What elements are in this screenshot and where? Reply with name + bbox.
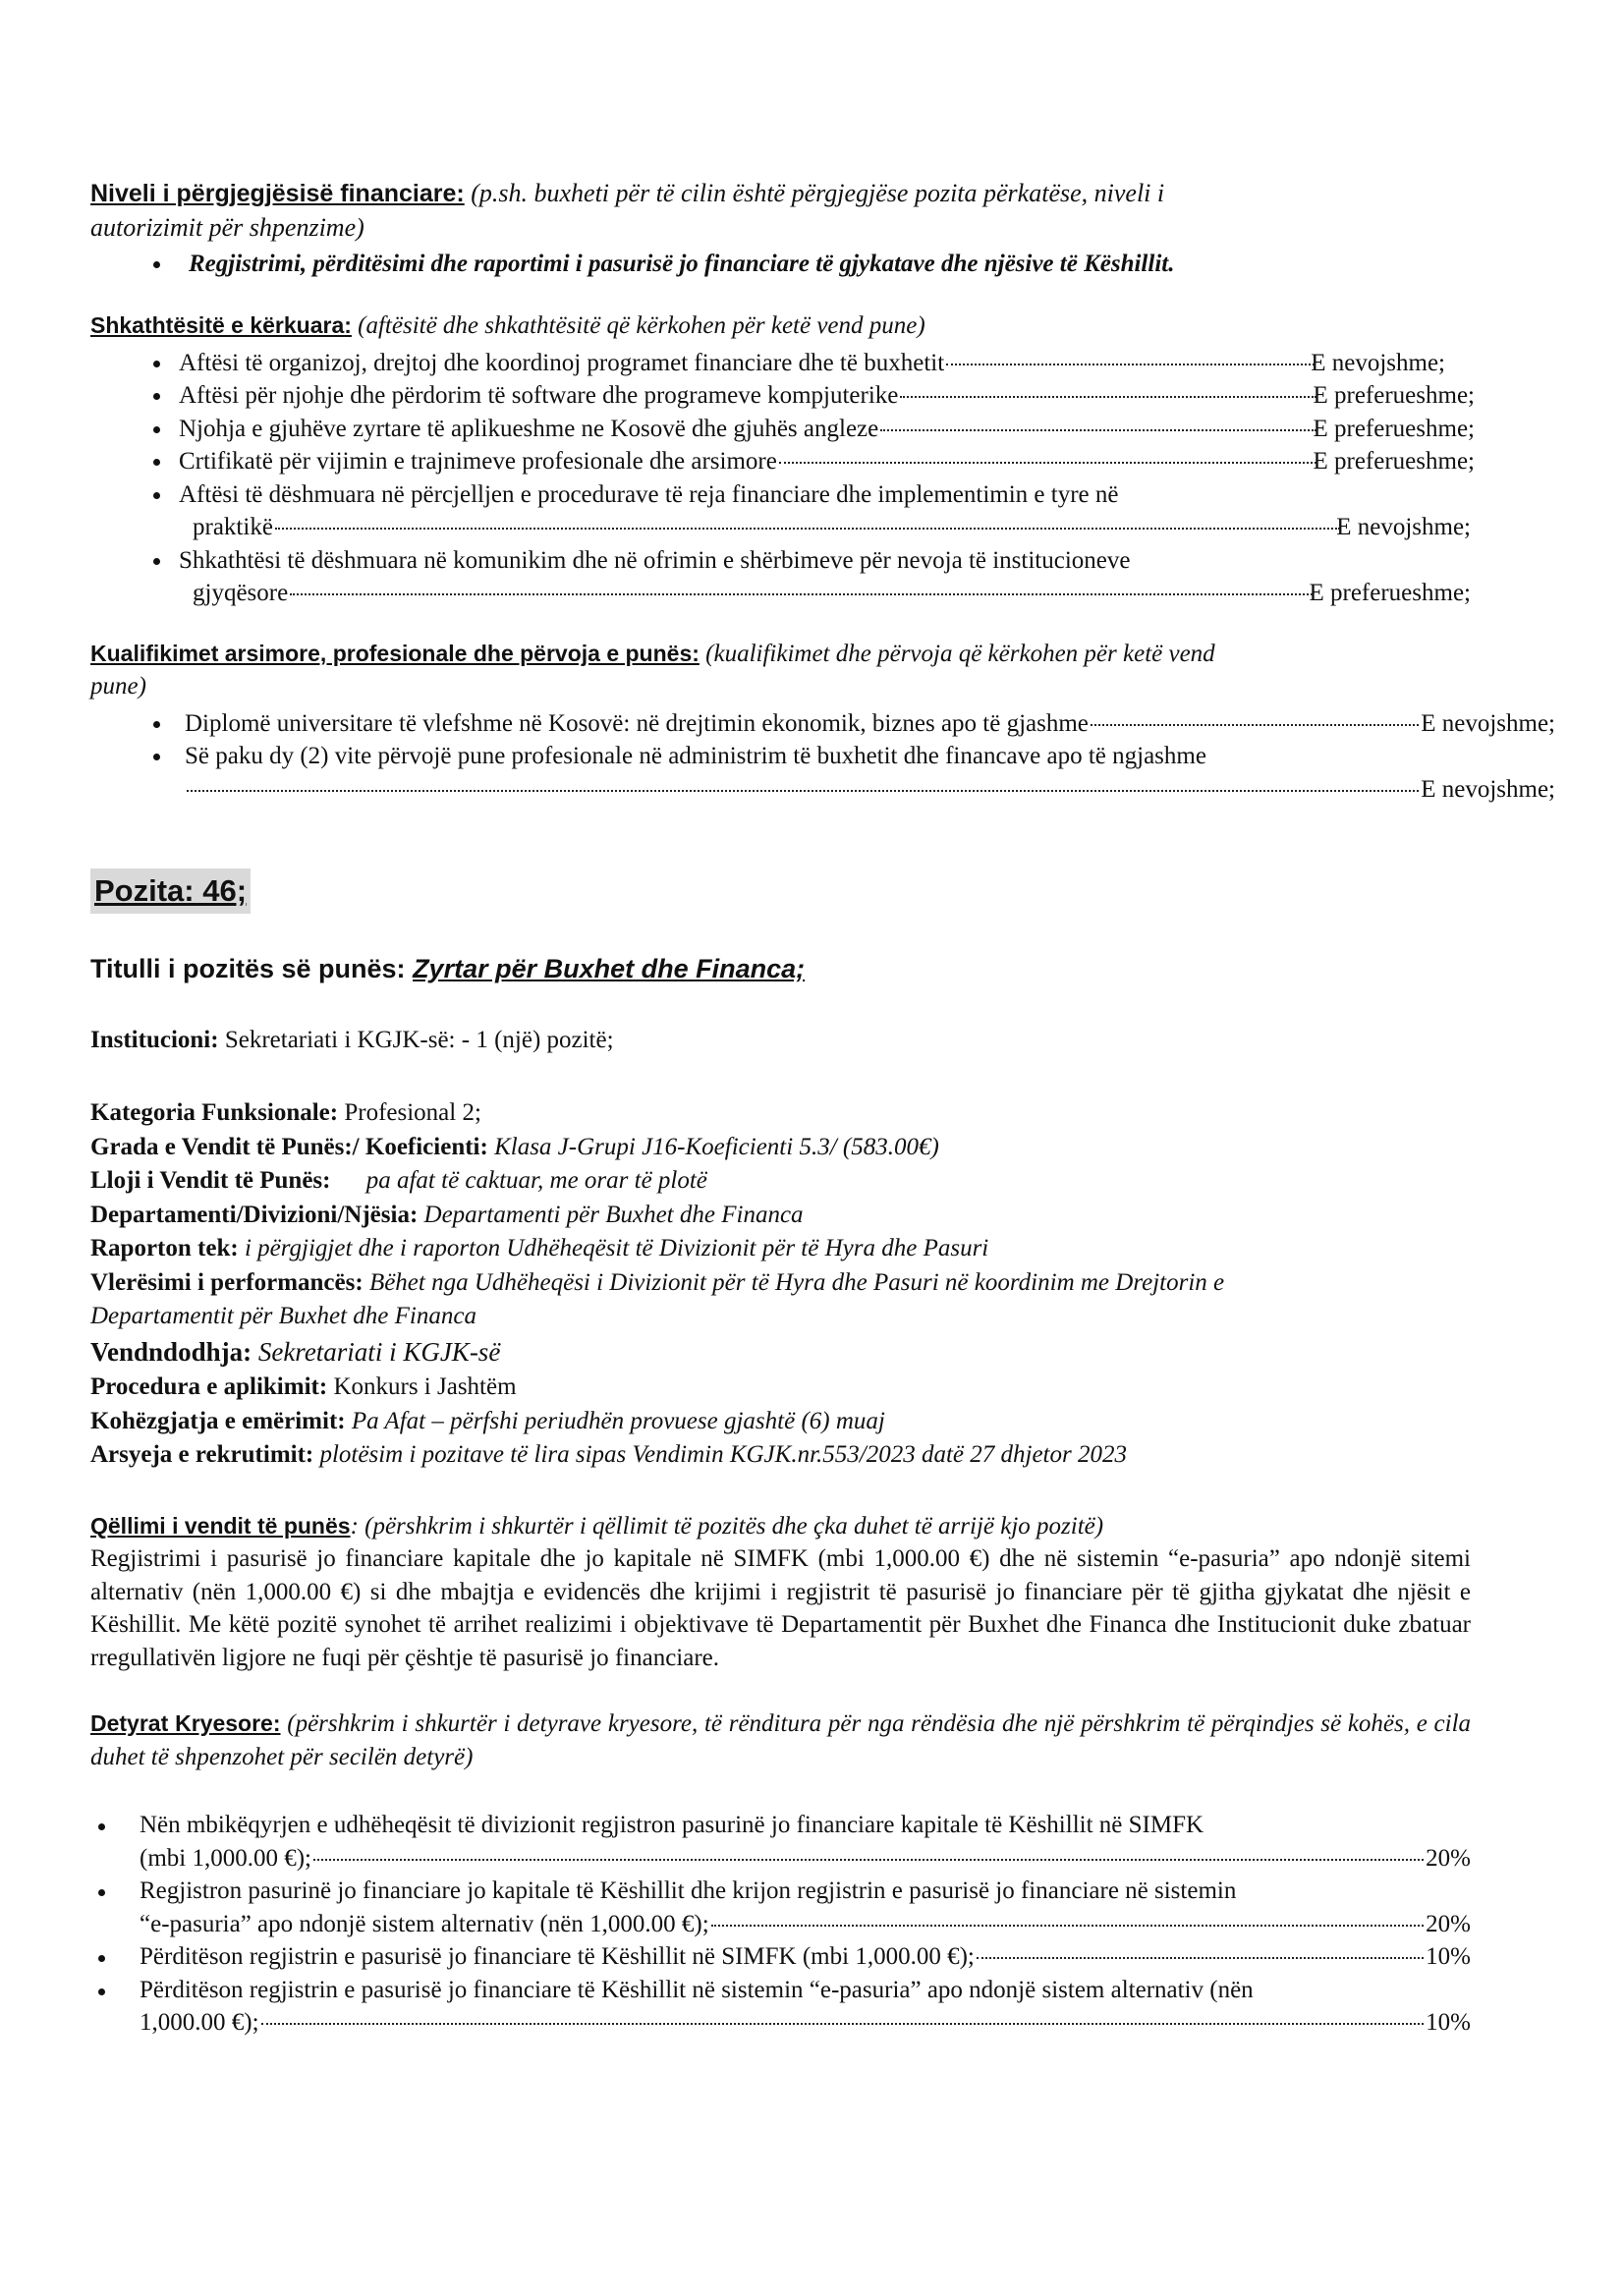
bullet-icon <box>98 1988 105 1995</box>
bullet-icon <box>153 459 160 466</box>
qellimi-section: Qëllimi i vendit të punës: (përshkrim i shkurtër i qëllimit të pozitës dhe çka duhet të arrijë kjo pozitë) Regjistrimi i pasurisë jo financiare kapitale dhe jo kapitale në SIMFK (mbi 1,000.00 €) dhe në sistemin “e-pasuria” apo ndonjë sitemi alternativ (nën 1,000.00 €) si dhe mbajtja e evidencës dhe krijimi i regjistrit të pasurisë jo financiare për të gjitha gjykatat dhe njësit e Këshillit. Me këtë pozitë synohet të arrihet realizimi i objektivave të Departamentit për Buxhet dhe Financa dhe Institucionit duke zbatuar rregullativën ligjore ne fuqi për çështje të pasurisë jo financiare. <box>90 1510 1471 1675</box>
shkathtesite-section <box>90 309 1475 610</box>
detyrat-desc: (përshkrim i shkurtër i detyrave kryesore, të rënditura për nga rëndësia dhe një përshkrim të përqindjes së kohës, e cila duhet të shpenzohet për secilën detyrë) <box>90 1710 1472 1770</box>
list-item: Diplomë universitare të vlefshme në Kosovë: në drejtimin ekonomik, biznes apo të gjashme E nevojshme; <box>90 707 1471 741</box>
bullet-icon <box>98 1889 105 1896</box>
detyrat-list <box>90 1809 1471 2040</box>
shkathtesite-list <box>90 347 1475 610</box>
kualifikimet-desc: (kualifikimet dhe përvoja që kërkohen për ketë vend <box>705 640 1215 667</box>
kualifikimet-heading: Kualifikimet arsimore, profesionale dhe përvoja e punës: <box>90 640 700 666</box>
niveli-desc: (p.sh. buxheti për të cilin është përgjegjëse pozita përkatëse, niveli i <box>471 179 1165 207</box>
niveli-desc-cont: autorizimit për shpenzime) <box>90 212 364 242</box>
qellimi-heading: Qëllimi i vendit të punës <box>90 1512 351 1539</box>
bullet-icon <box>153 261 160 268</box>
kualifikimet-desc-cont: pune) <box>90 673 146 700</box>
bullet-icon <box>153 558 160 565</box>
list-item: Aftësi për njohje dhe përdorim të software dhe programeve kompjuterike E preferueshme; <box>90 379 1471 413</box>
bullet-icon <box>153 361 160 367</box>
shkathtesite-heading: Shkathtësitë e kërkuara: <box>90 312 352 339</box>
list-item: Crtifikatë për vijimin e trajnimeve profesionale dhe arsimore E preferueshme; <box>90 445 1471 478</box>
bullet-icon <box>98 1823 105 1830</box>
qellimi-desc: (përshkrim i shkurtër i qëllimit të pozitës dhe çka duhet të arrijë kjo pozitë) <box>364 1512 1104 1540</box>
bullet-icon <box>153 721 160 728</box>
detyrat-section <box>90 1708 1471 2040</box>
kualifikimet-section <box>90 638 1555 807</box>
bullet-icon <box>153 426 160 433</box>
niveli-heading: Niveli i përgjegjësisë financiare: <box>90 180 465 207</box>
niveli-section <box>90 177 1471 280</box>
list-item: Përditëson regjistrin e pasurisë jo financiare të Këshillit në sistemin “e-pasuria” apo ndonjë sistem alternativ (nën 1,000.00 €); 10% <box>90 1974 1471 2040</box>
niveli-list <box>90 248 1471 281</box>
bullet-icon <box>153 754 160 760</box>
position-info: Institucioni: Sekretariati i KGJK-së: - 1 (një) pozitë; Kategoria Funksionale: Profesional 2; Grada e Vendit të Punës:/ Koeficienti: Klasa J-Grupi J16-Koeficienti 5.3/ (583.00€) Lloji i Vendit të Punës: pa afat të caktuar, me orar të plotë Departamenti/Divizioni/Njësia: Departamenti për Buxhet dhe Financa Raporton tek: i përgjigjet dhe i raporton Udhëheqësit të Divizionit për të Hyra dhe Pasuri Vlerësimi i performancës: Bëhet nga Udhëheqësi i Divizionit për të Hyra dhe Pasuri në koordinim me Drejtorin e Departamentit për Buxhet dhe Financa Vendndodhja: Sekretariati i KGJK-së Procedura e aplikimit: Konkurs i Jashtëm Kohëzgjatja e emërimit: Pa Afat – përfshi periudhën provuese gjashtë (6) muaj Arsyeja e rekrutimit: plotësim i pozitave të lira sipas Vendimin KGJK.nr.553/2023 datë 27 dhjetor 2023 <box>90 1026 1225 1469</box>
list-item: Njohja e gjuhëve zyrtare të aplikueshme ne Kosovë dhe gjuhës angleze E preferueshme; <box>90 413 1471 446</box>
list-item: Së paku dy (2) vite përvojë pune profesionale në administrim të buxhetit dhe financave apo të ngjashme E nevojshme; <box>90 740 1471 806</box>
shkathtesite-desc: (aftësitë dhe shkathtësitë që kërkohen për ketë vend pune) <box>358 312 925 340</box>
detyrat-heading: Detyrat Kryesore: <box>90 1710 281 1737</box>
bullet-icon <box>98 1955 105 1962</box>
list-item: Regjistron pasurinë jo financiare jo kapitale të Këshillit dhe krijon regjistrin e pasurisë jo financiare në sistemin “e-pasuria” apo ndonjë sistem alternativ (nën 1,000.00 €); 20% <box>90 1875 1471 1940</box>
qellimi-text: Regjistrimi i pasurisë jo financiare kapitale dhe jo kapitale në SIMFK (mbi 1,000.00 €) dhe në sistemin “e-pasuria” apo ndonjë sitemi alternativ (nën 1,000.00 €) si dhe mbajtja e evidencës dhe krijimi i regjistrit të pasurisë jo financiare për të gjitha gjykatat dhe njësit e Këshillit. Me këtë pozitë synohet të arrihet realizimi i objektivave të Departamentit për Buxhet dhe Financa dhe Institucionit duke zbatuar rregullativën ligjore ne fuqi për çështje të pasurisë jo financiare. <box>90 1545 1471 1671</box>
bullet-icon <box>153 393 160 400</box>
kualifikimet-list <box>90 707 1555 807</box>
list-item: Shkathtësi të dëshmuara në komunikim dhe në ofrimin e shërbimeve për nevoja të institucioneve gjyqësore E preferueshme; <box>90 544 1471 610</box>
list-item: Aftësi të organizoj, drejtoj dhe koordinoj programet financiare dhe të buxhetit E nevojshme; <box>90 347 1471 380</box>
list-item: Aftësi të dëshmuara në përcjelljen e procedurave të reja financiare dhe implementimin e tyre në praktikë E nevojshme; <box>90 478 1471 544</box>
list-item: Nën mbikëqyrjen e udhëheqësit të divizionit regjistron pasurinë jo financiare kapitale të Këshillit në SIMFK (mbi 1,000.00 €); 20% <box>90 1809 1471 1875</box>
document-page <box>90 177 1555 2040</box>
list-item: Përditëson regjistrin e pasurisë jo financiare të Këshillit në SIMFK (mbi 1,000.00 €); 10% <box>90 1940 1471 1974</box>
position-title: Titulli i pozitës së punës: Zyrtar për Buxhet dhe Financa; <box>90 953 806 983</box>
bullet-icon <box>153 492 160 499</box>
list-item: Regjistrimi, përditësimi dhe raportimi i pasurisë jo financiare të gjykatave dhe njësive të Këshillit. <box>90 248 1471 281</box>
pozita-heading: Pozita: 46; <box>90 868 251 914</box>
